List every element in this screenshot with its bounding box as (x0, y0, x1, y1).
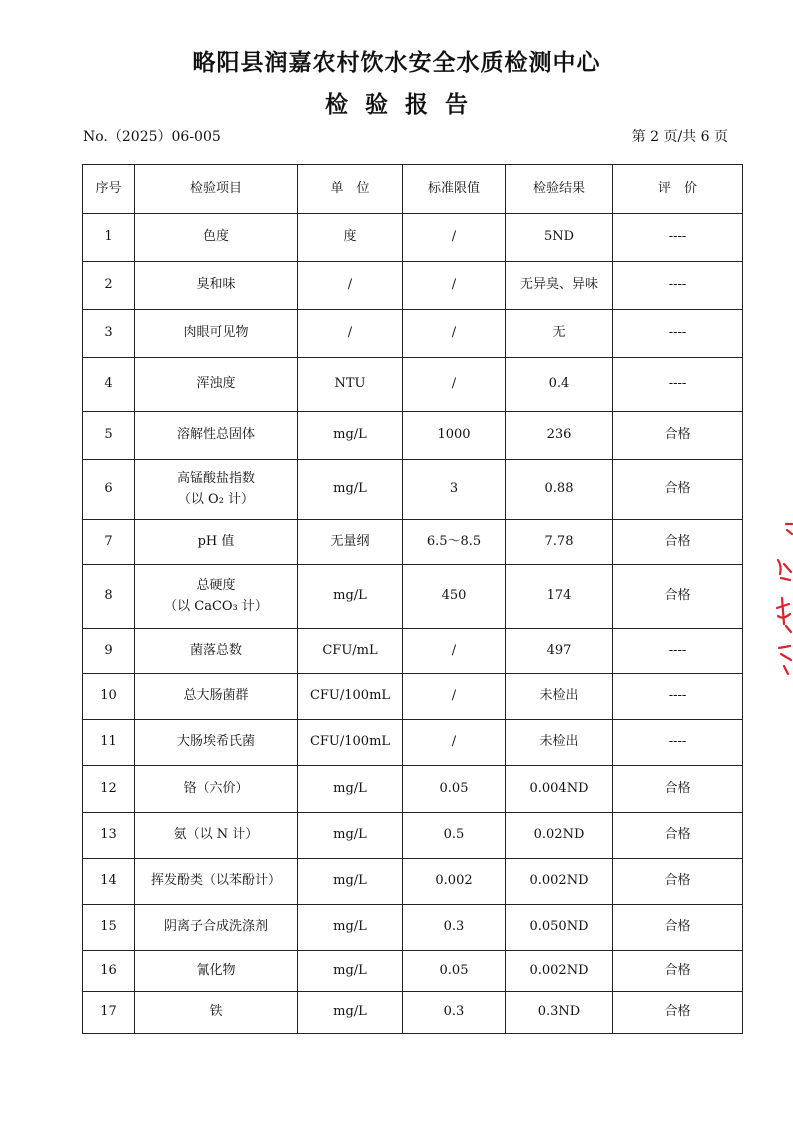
row-unit: mg/L (298, 992, 403, 1034)
row-item-note: （以 O₂ 计） (177, 491, 255, 507)
row-item: 挥发酚类（以苯酚计） (135, 859, 298, 905)
row-eval: 合格 (613, 565, 743, 629)
row-no: 17 (83, 992, 135, 1034)
page-number: 第 2 页/共 6 页 (631, 129, 728, 145)
table-row (83, 460, 743, 520)
row-result: 0.3ND (506, 992, 613, 1034)
row-eval: ---- (613, 720, 743, 766)
row-result: 0.88 (506, 460, 613, 520)
table-row (83, 629, 743, 674)
header-no: 序号 (83, 165, 135, 214)
row-item: pH 值 (135, 520, 298, 565)
row-item-cell (135, 460, 298, 520)
row-item: 色度 (135, 214, 298, 262)
row-result: 未检出 (506, 674, 613, 720)
table-row (83, 520, 743, 565)
row-unit: mg/L (298, 412, 403, 460)
header-limit: 标准限值 (403, 165, 506, 214)
row-unit: mg/L (298, 766, 403, 813)
row-eval: 合格 (613, 412, 743, 460)
header-eval: 评 价 (613, 165, 743, 214)
row-eval: 合格 (613, 951, 743, 992)
row-eval: 合格 (613, 766, 743, 813)
row-item: 高锰酸盐指数 (176, 471, 255, 487)
header-result: 检验结果 (506, 165, 613, 214)
row-no: 11 (83, 720, 135, 766)
row-unit: CFU/100mL (298, 720, 403, 766)
row-unit: mg/L (298, 859, 403, 905)
row-no: 12 (83, 766, 135, 813)
row-unit: mg/L (298, 565, 403, 629)
row-eval: ---- (613, 358, 743, 412)
row-item: 铁 (135, 992, 298, 1034)
row-eval: 合格 (613, 859, 743, 905)
row-result: 5ND (506, 214, 613, 262)
row-item: 浑浊度 (135, 358, 298, 412)
row-limit: 0.05 (403, 766, 506, 813)
results-table (82, 164, 743, 1034)
row-unit: mg/L (298, 460, 403, 520)
row-unit: CFU/mL (298, 629, 403, 674)
row-limit: / (403, 674, 506, 720)
row-eval: 合格 (613, 520, 743, 565)
row-result: 7.78 (506, 520, 613, 565)
org-title: 略阳县润嘉农村饮水安全水质检测中心 (192, 50, 601, 76)
table-header-row (83, 165, 743, 214)
table-row (83, 565, 743, 629)
row-no: 16 (83, 951, 135, 992)
row-limit: 1000 (403, 412, 506, 460)
row-result: 0.02ND (506, 813, 613, 859)
row-unit: / (298, 262, 403, 310)
document-number: No.（2025）06-005 (83, 129, 221, 145)
row-unit: CFU/100mL (298, 674, 403, 720)
row-unit: mg/L (298, 813, 403, 859)
table-row (83, 720, 743, 766)
row-limit: 0.3 (403, 905, 506, 951)
row-limit: 450 (403, 565, 506, 629)
row-no: 2 (83, 262, 135, 310)
row-item: 溶解性总固体 (135, 412, 298, 460)
row-no: 4 (83, 358, 135, 412)
row-item: 阴离子合成洗涤剂 (135, 905, 298, 951)
row-item: 菌落总数 (135, 629, 298, 674)
table-row (83, 214, 743, 262)
row-unit: 无量纲 (298, 520, 403, 565)
row-unit: mg/L (298, 951, 403, 992)
table-row (83, 951, 743, 992)
row-no: 14 (83, 859, 135, 905)
row-limit: 0.002 (403, 859, 506, 905)
header-unit: 单 位 (298, 165, 403, 214)
table-row (83, 358, 743, 412)
row-eval: 合格 (613, 992, 743, 1034)
row-limit: / (403, 310, 506, 358)
seal-stamp-fragment (772, 520, 793, 680)
report-title: 检验报告 (325, 92, 485, 118)
row-no: 10 (83, 674, 135, 720)
row-no: 6 (83, 460, 135, 520)
row-item: 氰化物 (135, 951, 298, 992)
row-result: 0.050ND (506, 905, 613, 951)
row-no: 1 (83, 214, 135, 262)
row-limit: / (403, 629, 506, 674)
row-no: 9 (83, 629, 135, 674)
table-row (83, 310, 743, 358)
row-item: 铬（六价） (135, 766, 298, 813)
row-eval: 合格 (613, 905, 743, 951)
row-item-note: （以 CaCO₃ 计） (164, 598, 268, 614)
row-eval: ---- (613, 214, 743, 262)
header-item: 检验项目 (135, 165, 298, 214)
row-result: 236 (506, 412, 613, 460)
table-row (83, 766, 743, 813)
row-result: 174 (506, 565, 613, 629)
row-limit: 6.5～8.5 (403, 520, 506, 565)
row-limit: / (403, 262, 506, 310)
table-row (83, 905, 743, 951)
row-result: 0.004ND (506, 766, 613, 813)
row-limit: 3 (403, 460, 506, 520)
row-eval: ---- (613, 629, 743, 674)
row-eval: ---- (613, 674, 743, 720)
row-no: 8 (83, 565, 135, 629)
table-row (83, 412, 743, 460)
row-result: 无异臭、异味 (506, 262, 613, 310)
row-result: 0.002ND (506, 859, 613, 905)
row-item: 臭和味 (135, 262, 298, 310)
row-result: 未检出 (506, 720, 613, 766)
row-limit: 0.05 (403, 951, 506, 992)
row-item: 总硬度 (196, 578, 236, 594)
row-item: 总大肠菌群 (135, 674, 298, 720)
row-no: 3 (83, 310, 135, 358)
table-row (83, 992, 743, 1034)
row-item: 大肠埃希氏菌 (135, 720, 298, 766)
row-limit: / (403, 358, 506, 412)
row-eval: 合格 (613, 813, 743, 859)
row-limit: 0.3 (403, 992, 506, 1034)
row-eval: ---- (613, 310, 743, 358)
row-eval: ---- (613, 262, 743, 310)
row-eval: 合格 (613, 460, 743, 520)
row-item: 氨（以 N 计） (135, 813, 298, 859)
row-limit: / (403, 720, 506, 766)
row-item-cell (135, 565, 298, 629)
table-row (83, 859, 743, 905)
row-no: 5 (83, 412, 135, 460)
row-result: 0.002ND (506, 951, 613, 992)
row-item: 肉眼可见物 (135, 310, 298, 358)
row-no: 13 (83, 813, 135, 859)
table-row (83, 674, 743, 720)
table-row (83, 813, 743, 859)
table-row (83, 262, 743, 310)
row-unit: NTU (298, 358, 403, 412)
row-unit: / (298, 310, 403, 358)
row-unit: 度 (298, 214, 403, 262)
row-no: 7 (83, 520, 135, 565)
row-unit: mg/L (298, 905, 403, 951)
row-limit: / (403, 214, 506, 262)
row-result: 497 (506, 629, 613, 674)
row-no: 15 (83, 905, 135, 951)
row-result: 无 (506, 310, 613, 358)
row-result: 0.4 (506, 358, 613, 412)
row-limit: 0.5 (403, 813, 506, 859)
